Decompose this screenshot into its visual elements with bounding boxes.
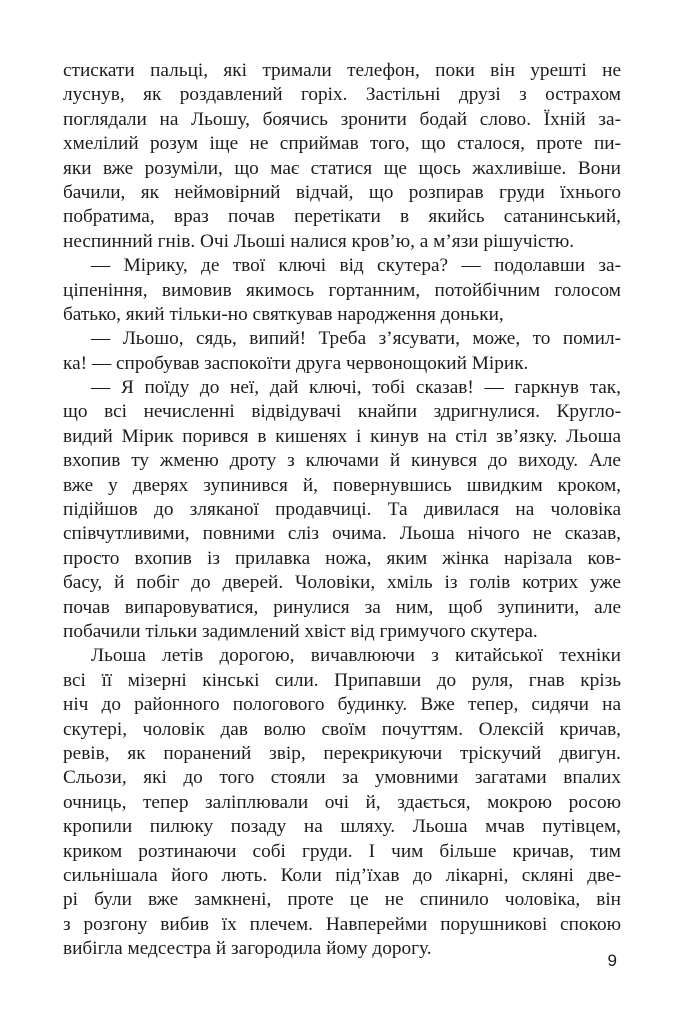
text-line: кропили пилюку позаду на шляху. Льоша мчав путівцем, [63, 816, 621, 838]
text-line: побачили тільки задимлений хвіст від гримучого скутера. [63, 620, 538, 642]
text-line: очниць, тепер заліплювали очі й, здається, мокрою росою [63, 791, 621, 813]
body-text [63, 59, 621, 961]
text-line: з розгону вибив їх плечем. Навперейми порушникові спокою [63, 913, 621, 935]
text-line: всі її мізерні кінські сили. Припавши до руля, гнав крізь [63, 669, 621, 691]
text-line: яки вже розуміли, що має статися ще щось жахливіше. Вони [63, 157, 621, 179]
text-line: бачили, як неймовірний відчай, що розпирав груди їхнього [63, 181, 621, 203]
text-line: побратима, враз почав перетікати в якийсь сатанинський, [63, 206, 621, 228]
text-line: що всі нечисленні відвідувачі кнайпи здригнулися. Кругло- [63, 401, 621, 423]
text-line: — Я поїду до неї, дай ключі, тобі сказав! — гаркнув так, [91, 377, 621, 399]
text-line: вхопив ту жменю дроту з ключами й кинувся до виходу. Але [63, 450, 621, 472]
text-line: просто вхопив із прилавка ножа, яким жінка нарізала ков- [63, 547, 621, 569]
text-line: хмелілий розум іще не сприймав того, що сталося, проте пи- [63, 133, 621, 155]
text-line: видий Мірик порився в кишенях і кинув на стіл зв’язку. Льоша [63, 425, 621, 447]
page-number: 9 [607, 951, 617, 970]
text-line: стискати пальці, які тримали телефон, поки він урешті не [63, 60, 621, 81]
text-line: почав випаровуватися, ринулися за ним, щоб зупинити, але [63, 596, 621, 618]
text-line: ціпеніння, вимовив якимось гортанним, потойбічним голосом [63, 279, 621, 301]
text-line: підійшов до зляканої продавчиці. Та дивилася на чоловіка [63, 499, 621, 521]
text-line: криком розтинаючи собі груди. І чим більше кричав, тим [63, 840, 621, 862]
text-line: ка! — спробував заспокоїти друга червонощокий Мірик. [63, 352, 529, 374]
text-line: ніч до районного пологового будинку. Вже тепер, сидячи на [63, 694, 621, 716]
text-line: басу, й побіг до дверей. Чоловіки, хміль із голів котрих уже [63, 572, 621, 594]
text-line: Сльози, які до того стояли за умовними загатами впалих [63, 767, 621, 789]
text-line: — Льошо, сядь, випий! Треба з’ясувати, може, то помил- [91, 328, 621, 350]
text-line: поглядали на Льошу, боячись зронити бодай слово. Їхній за- [63, 108, 621, 130]
text-line: неспинний гнів. Очі Льоші налися кров’ю, а м’язи рішучістю. [63, 230, 575, 252]
text-line: рі були вже замкнені, проте це не спинило чоловіка, він [63, 889, 621, 911]
text-line: — Мірику, де твої ключі від скутера? — подолавши за- [91, 255, 621, 277]
text-line: вибігла медсестра й загородила йому дорогу. [63, 938, 432, 960]
text-line: сильнішала його лють. Коли під’їхав до лікарні, скляні две- [63, 864, 621, 886]
text-line: співчутливими, повними сліз очима. Льоша нічого не сказав, [63, 523, 621, 545]
text-line: вже у дверях зупинився й, повернувшись швидким кроком, [63, 474, 621, 496]
text-line: луснув, як роздавлений горіх. Застільні друзі з острахом [63, 84, 621, 106]
text-line: ревів, як поранений звір, перекрикуючи тріскучий двигун. [63, 742, 621, 764]
text-line: батько, який тільки-но святкував народження доньки, [63, 303, 504, 325]
text-line: Льоша летів дорогою, вичавлюючи з китайської техніки [91, 645, 621, 667]
text-line: скутері, чоловік дав волю своїм почуттям. Олексій кричав, [63, 718, 621, 740]
